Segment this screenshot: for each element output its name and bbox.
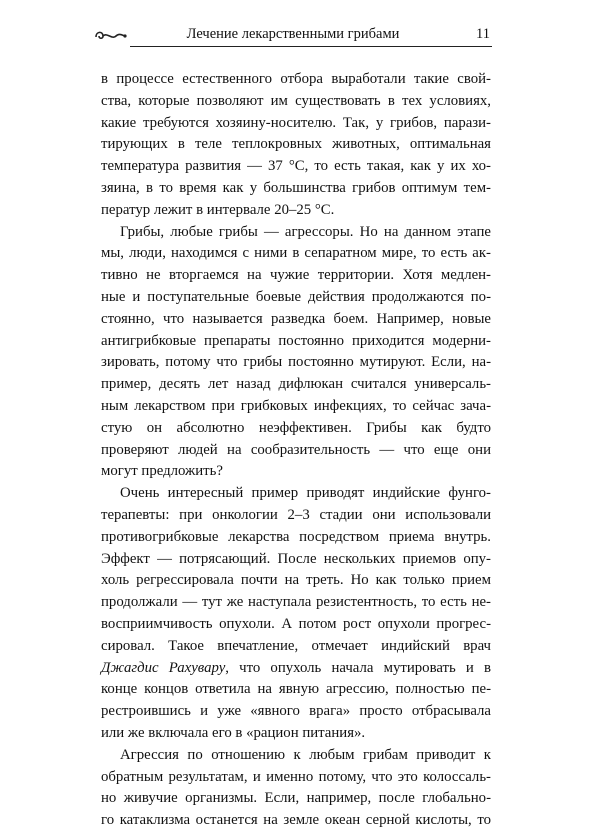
text-line: стую он абсолютно неэффективен. Грибы как будто [101,419,491,436]
text-line: но живучие организмы. Если, например, после глобально- [101,790,491,807]
text-line: тирующих в теле теплокровных животных, оптимальная [101,136,491,153]
text-line: или же включала его в «рацион питания». [101,724,366,741]
text-line: рестроившись и уже «явного врага» просто отбрасывала [101,703,491,720]
text-line: ным лекарством при грибковых инфекциях, то сейчас зача- [101,397,491,414]
header-rule [130,46,492,47]
body-text [101,69,491,832]
paragraph-1 [101,69,491,222]
text-line: Агрессия по отношению к любым грибам приводит к [120,746,491,763]
text-line: тивно не вторгаемся на чужие территории. Хотя медлен- [101,267,491,284]
text-line: Эффект — потрясающий. После нескольких приемов опу- [101,550,491,567]
text-line: могут предложить? [101,463,223,480]
text-line: ства, которые позволяют им существовать в тех условиях, [101,92,491,109]
text-line: восприимчивость опухоли. А потом рост опухоли прогрес- [101,615,491,632]
text-line: мы, люди, находимся с ними в сепаратном мире, то есть ак- [101,245,491,262]
text-line: зяина, в то время как у большинства грибов оптимум тем- [101,179,491,196]
text-line: Грибы, любые грибы — агрессоры. Но на данном этапе [120,223,491,240]
text-line: в процессе естественного отбора выработали такие свой- [101,71,491,87]
italic-name: Джагдис Рахувару [101,659,226,676]
text-line: продолжали — тут же наступала резистентность, то есть не- [101,594,491,611]
text-line: сировал. Такое впечатление, отмечает индийский врач [101,637,491,654]
text-line: го катаклизма останется на земле океан серной кислоты, то [101,812,491,829]
text-line: ные и поступательные боевые действия продолжаются по- [101,288,491,305]
text-line: терапевты: при онкологии 2–3 стадии они использовали [101,506,491,523]
running-title: Лечение лекарственными грибами [186,26,400,42]
text-line: проверяют людей на сообразительность — что еще они [101,441,491,458]
paragraph-4 [101,745,491,832]
text-line: Очень интересный пример приводят индийские фунго- [120,485,491,502]
paragraph-2 [101,222,491,484]
text-line: конце концов ответила на явную агрессию, полностью пе- [101,681,491,698]
text-line: противогрибковые лекарства посредством приема внутрь. [101,528,491,545]
text-line: стоянно, что называется разведка боем. Например, новые [101,310,491,327]
running-header [94,22,492,48]
text-line: ператур лежит в интервале 20–25 °С. [101,201,335,218]
paragraph-3 [101,483,491,745]
text-line: обратным результатам, и именно потому, что это колоссаль- [101,768,491,785]
text-line: температура развития — 37 °С, то есть такая, как у их хо- [101,158,491,175]
text-line: холь регрессировала почти на треть. Но как только прием [101,572,491,589]
text-line: какие требуются хозяину-носителю. Так, у грибов, парази- [101,114,491,131]
text-line: антигрибковые препараты постоянно приходится модерни- [101,332,491,349]
text-line: Джагдис Рахувару, что опухоль начала мутировать и в [101,659,491,676]
text-line: зировать, потому что грибы постоянно мутируют. Если, на- [101,354,491,371]
text-line: пример, десять лет назад дифлюкан считался универсаль- [101,376,491,393]
page-number: 11 [476,26,490,42]
